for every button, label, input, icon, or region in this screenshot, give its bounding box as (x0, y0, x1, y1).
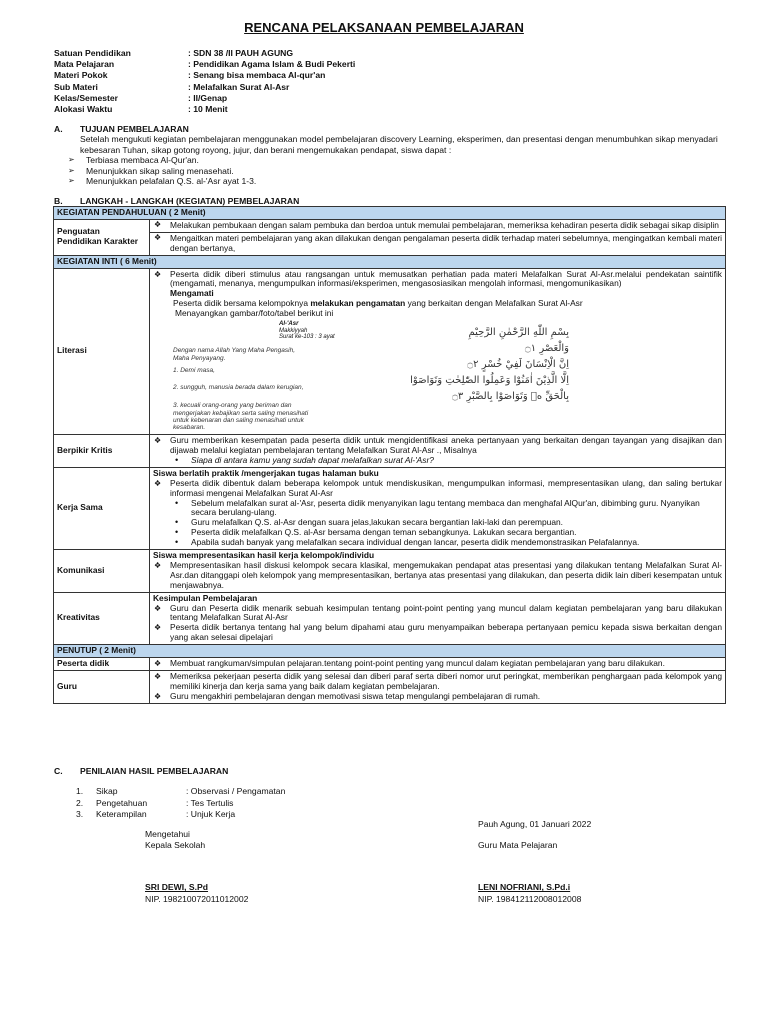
identity-value: : Pendidikan Agama Islam & Budi Pekerti (188, 59, 356, 70)
diamond-bullet-icon: ❖ (154, 232, 162, 242)
table-subitem: • Siapa di antara kamu yang sudah dapat melafalkan surat Al-'Asr? (175, 454, 434, 465)
table-subitem: • Guru melafalkan Q.S. al-Asr dengan suara jelas,lakukan secara bergantian laki-laki dan perempuan. (175, 517, 563, 528)
section-a-heading: TUJUAN PEMBELAJARAN (80, 124, 189, 134)
assessment-no: 1. (76, 786, 84, 797)
table-subitem: • Apabila sudah banyak yang melafalkan secara individual dengan lancar, peserta didik mendemonstrasikan Pelafalannya. (175, 537, 640, 548)
band-pendahuluan: KEGIATAN PENDAHULUAN ( 2 Menit) (54, 207, 726, 220)
row-label-berpikir: Berpikir Kritis (54, 435, 150, 468)
table-item: ❖ Guru dan Peserta didik menarik sebuah kesimpulan tentang point-point penting yang muncul dalam kegiatan pembelajaran yang baru dilakukan tentang Melafalkan Surat Al-Asr (154, 602, 722, 623)
section-a-num: A. (54, 124, 63, 134)
assessment-key: Sikap (96, 786, 118, 797)
identity-block (54, 48, 574, 115)
list-item: ➢ Menunjukkan pelafalan Q.S. al-'Asr ayat 1-3. (54, 176, 724, 186)
list-item: ➢ Menunjukkan sikap saling menasehati. (54, 166, 724, 176)
dot-bullet-icon: • (175, 537, 179, 548)
identity-value: : 10 Menit (188, 103, 228, 114)
diamond-bullet-icon: ❖ (154, 219, 162, 229)
identity-key: Satuan Pendidikan (54, 48, 131, 58)
surah-arabic: بِسْمِ اللّٰهِ الرَّحْمٰنِ الرَّحِيْمِ وَالْعَصْرِ ۝١ اِنَّ الْاِنْسَانَ لَفِيْ خُسْرٍ ۝٢ اِلَّا الَّذِيْنَ اٰمَنُوْا وَعَمِلُوا الصّٰلِحٰتِ وَتَوَاصَوْا بِالْحَقِّ ەۙ وَتَوَاصَوْا بِالصَّبْرِ ۝٣ (410, 327, 569, 403)
assessment-no: 2. (76, 797, 84, 808)
signature-left-line1: Mengetahui (145, 829, 190, 839)
dot-bullet-icon: • (175, 527, 179, 538)
table-item: ❖ Guru memberikan kesempatan pada peserta didik untuk mengidentifikasi aneka pertanyaan yang berkaitan dengan tayangan yang disajikan dan dijawab melalui kegiatan pembelajaran tentang Melafalkan Surat Al-Asr ., Misalnya (154, 435, 722, 455)
table-subitem: • Peserta didik melafalkan Q.S. al-Asr bersama dengan teman sebangkunya. Lakukan secara bergantian. (175, 527, 577, 538)
signature-left-line2: Kepala Sekolah (145, 840, 206, 850)
mengamati-heading: Mengamati (170, 288, 214, 299)
row-label-kerja: Kerja Sama (54, 467, 150, 549)
diamond-bullet-icon: ❖ (154, 659, 162, 669)
dot-bullet-icon: • (175, 454, 179, 465)
diamond-bullet-icon: ❖ (154, 436, 162, 446)
assessment-value: : Unjuk Kerja (186, 809, 236, 820)
row-label-literasi: Literasi (54, 268, 150, 435)
signature-place-date: Pauh Agung, 01 Januari 2022 (478, 819, 592, 829)
identity-value: : Melafalkan Surat Al-Asr (188, 81, 290, 92)
table-item: ❖ Mengaitkan materi pembelajaran yang akan dilakukan dengan pengalaman peserta didik terhadap materi sebelumnya, mengingatkan kembali materi dengan bertanya, (154, 232, 722, 253)
section-c (54, 766, 724, 821)
activity-table (53, 206, 726, 704)
assessment-no: 3. (76, 809, 84, 820)
mengamati-text: Peserta didik bersama kelompoknya melakukan pengamatan yang berkaitan dengan Melafalkan Surat Al-Asr (173, 298, 583, 309)
section-c-heading: PENILAIAN HASIL PEMBELAJARAN (80, 766, 229, 776)
identity-key: Alokasi Waktu (54, 103, 113, 114)
surah-header: Al-'Asr Makkiyyah Surat ke-103 : 3 ayat (279, 321, 335, 341)
diamond-bullet-icon: ❖ (154, 603, 162, 613)
row-label-peserta: Peserta didik (54, 658, 150, 671)
table-item: ❖ Peserta didik bertanya tentang hal yang belum dipahami atau guru menyampaikan beberapa pertanyaan pemicu kepada siswa berkaitan dengan yang akan selesai dipelajari (154, 622, 722, 643)
section-b-num: B. (54, 196, 63, 206)
identity-key: Sub Materi (54, 81, 98, 92)
table-item: ❖ Mempresentasikan hasil diskusi kelompok secara klasikal, mengemukakan pendapat atas presentasi yang dilakukan tentang Melafalkan Surat Al-Asr.dan ditanggapi oleh kelompok yang mempresentasikan, bertanya atas presentasi yang dilakukan, dan peserta didik lain diberi kesempatan untuk menjawabnya. (154, 559, 722, 590)
identity-key: Mata Pelajaran (54, 59, 115, 70)
signature-right-name: LENI NOFRIANI, S.Pd.i (478, 882, 571, 892)
dot-bullet-icon: • (175, 517, 179, 528)
diamond-bullet-icon: ❖ (154, 560, 162, 570)
dot-bullet-icon: • (175, 497, 179, 508)
row-label-kreativitas: Kreativitas (54, 592, 150, 645)
band-penutup: PENUTUP ( 2 Menit) (54, 645, 726, 658)
table-item: ❖ Melakukan pembukaan dengan salam pembuka dan berdoa untuk memulai pembelajaran, memeriksa kehadiran peserta didik sebagai sikap disiplin (150, 220, 725, 233)
section-a (54, 124, 724, 187)
table-item: ❖ Guru mengakhiri pembelajaran dengan memotivasi siswa tetap mengulangi pembelajaran di rumah. (154, 690, 541, 701)
table-subitem: • Sebelum melafalkan surat al-'Asr, peserta didik menyanyikan lagu tentang membaca dan menghafal AlQur'an, dibimbing guru. Nyanyikan secara berulang-ulang. (175, 497, 700, 518)
diamond-bullet-icon: ❖ (154, 672, 162, 681)
assessment-key: Keterampilan (96, 809, 147, 820)
surah-image (169, 321, 669, 433)
diamond-bullet-icon: ❖ (154, 691, 162, 701)
diamond-bullet-icon: ❖ (154, 478, 162, 488)
document-title: RENCANA PELAKSANAAN PEMBELAJARAN (244, 20, 524, 35)
section-b (54, 196, 724, 206)
identity-value: : SDN 38 /II PAUH AGUNG (188, 48, 294, 58)
surah-translation: Dengan nama Allah Yang Maha Pengasih, Maha Penyayang. 1. Demi masa, 2. sungguh, manusia berada dalam kerugian, 3. kecuali orang-orang yang beriman dan mengerjakan kebajikan serta saling menasihati untuk kebenaran dan saling menasihati untuk kesabaran. (173, 347, 309, 432)
row-label-guru: Guru (54, 671, 150, 704)
diamond-bullet-icon: ❖ (154, 623, 162, 633)
section-b-heading: LANGKAH - LANGKAH (KEGIATAN) PEMBELAJARAN (80, 196, 300, 206)
identity-value: : Senang bisa membaca Al-qur'an (188, 70, 326, 81)
row-label-komunikasi: Komunikasi (54, 550, 150, 593)
identity-key: Materi Pokok (54, 70, 108, 81)
komunikasi-heading: Siswa mempresentasikan hasil kerja kelompok/individu (153, 550, 375, 561)
table-item: ❖ Memeriksa pekerjaan peserta didik yang selesai dan diberi paraf serta diberi nomor urut peringkat, memberikan penghargaan pada kelompok yang memiliki kinerja dan kerja sama yang baik dalam kegiatan pembelajaran. (154, 671, 722, 691)
identity-value: : II/Genap (188, 92, 228, 103)
assessment-value: : Tes Tertulis (186, 797, 234, 808)
signature-left-nip: NIP. 198210072011012002 (145, 894, 249, 904)
list-item: ➢ Terbiasa membaca Al-Qur'an. (54, 155, 724, 165)
kerja-heading: Siswa berlatih praktik /mengerjakan tugas halaman buku (153, 467, 379, 478)
diamond-bullet-icon: ❖ (154, 269, 162, 279)
identity-key: Kelas/Semester (54, 92, 119, 103)
table-item: ❖ Peserta didik diberi stimulus atau rangsangan untuk memusatkan perhatian pada materi Melafalkan Surat Al-Asr.melalui pendekatan saintifik (mengamati, menanya, mengumpulkan informasi/eksperimen, mengasosiasikan mengolah informasi, mengomunikasikan) (154, 268, 722, 289)
mengamati-text-2: Menayangkan gambar/foto/tabel berikut ini (175, 308, 334, 319)
assessment-value: : Observasi / Pengamatan (186, 786, 286, 797)
row-label-penguatan: Penguatan Pendidikan Karakter (54, 219, 150, 255)
band-inti: KEGIATAN INTI ( 6 Menit) (54, 255, 726, 268)
assessment-key: Pengetahuan (96, 797, 148, 808)
section-a-paragraph: Setelah mengukuti kegiatan pembelajaran menggunakan model pembelajaran discovery Learning, eksperimen, dan presentasi dengan menumbuhkan sikap menyadari kebesaran Tuhan, sikap gotong royong, jujur, dan berani mengemukakan pendapat, siswa dapat : (80, 134, 718, 155)
section-c-num: C. (54, 766, 63, 776)
signature-right-title: Guru Mata Pelajaran (478, 840, 558, 850)
kreativitas-heading: Kesimpulan Pembelajaran (153, 592, 258, 603)
table-item: ❖ Peserta didik dibentuk dalam beberapa kelompok untuk mendiskusikan, mengumpulkan informasi, mempresentasikan ulang, dan saling bertukar informasi mengenai Melafalkan Surat Al-Asr (154, 477, 722, 498)
signature-right-nip: NIP. 198412112008012008 (478, 894, 582, 904)
signature-left-name: SRI DEWI, S.Pd (145, 882, 209, 892)
table-item: ❖ Membuat rangkuman/simpulan pelajaran.tentang point-point penting yang muncul dalam kegiatan pembelajaran yang baru dilakukan. (154, 658, 665, 669)
